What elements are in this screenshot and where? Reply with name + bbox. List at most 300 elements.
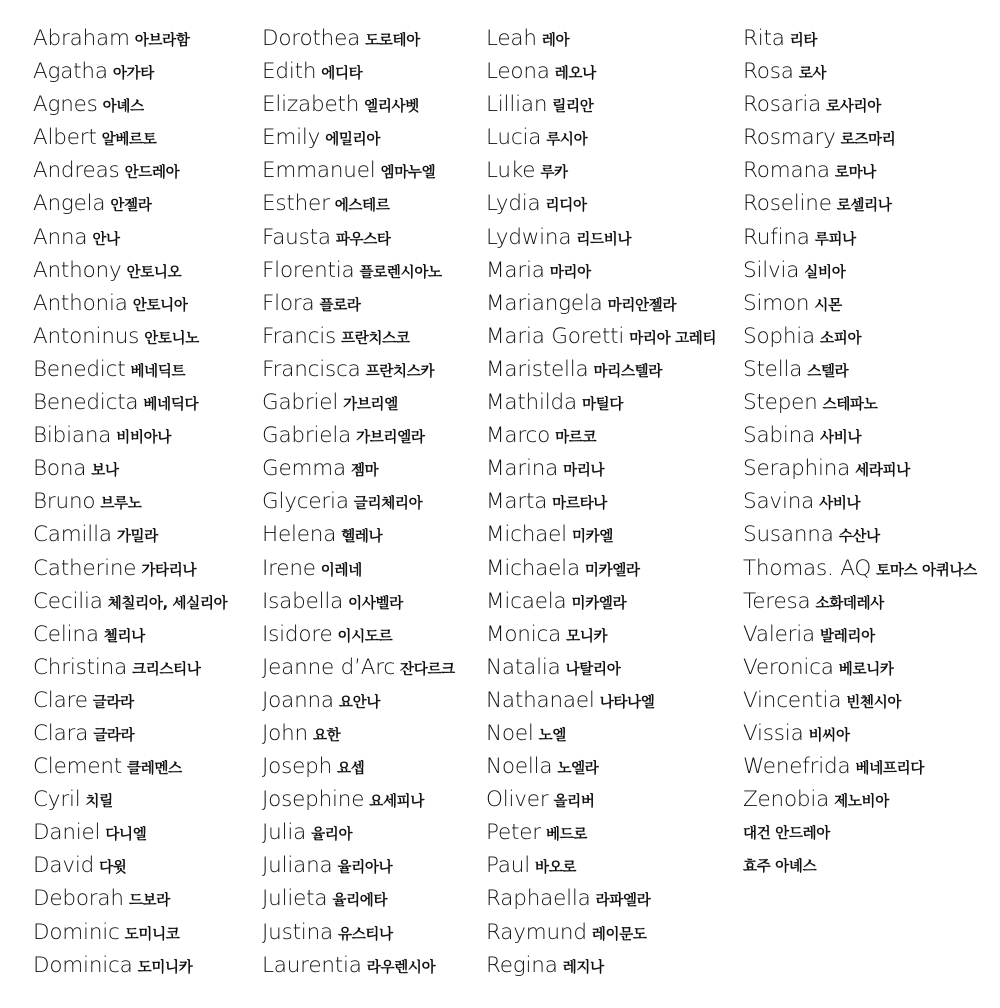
english-name: Lydwina xyxy=(486,224,572,250)
english-name: Wenefrida xyxy=(743,754,851,780)
english-name: Paul xyxy=(486,853,530,879)
english-name: Bruno xyxy=(33,489,96,515)
english-name: Bona xyxy=(33,456,87,482)
english-name: Albert xyxy=(33,125,97,151)
english-name: Benedict xyxy=(33,356,126,382)
korean-name: 로즈마리 xyxy=(840,132,896,149)
korean-name: 안토니노 xyxy=(144,330,200,347)
english-name: Rita xyxy=(743,26,785,51)
korean-name: 레지나 xyxy=(562,959,604,976)
english-name: Luke xyxy=(486,158,536,184)
korean-name: 아가타 xyxy=(112,66,154,83)
name-entry xyxy=(262,750,455,783)
korean-name: 이시도르 xyxy=(337,628,393,645)
english-name: Camilla xyxy=(33,522,112,548)
korean-name: 효주 아녜스 xyxy=(743,859,817,876)
korean-name: 레이문도 xyxy=(591,926,647,943)
english-name: Peter xyxy=(486,820,541,846)
name-entry xyxy=(486,353,716,386)
name-entry xyxy=(33,518,227,551)
english-name: Justina xyxy=(262,919,333,945)
english-name: Raymund xyxy=(486,919,587,945)
english-name: Laurentia xyxy=(262,952,362,978)
name-entry xyxy=(262,585,455,618)
name-entry xyxy=(486,55,716,88)
english-name: Lillian xyxy=(486,92,548,118)
english-name: Mathilda xyxy=(486,390,577,416)
english-name: Anna xyxy=(33,224,88,250)
korean-name: 모니카 xyxy=(566,628,608,645)
name-entry xyxy=(743,419,977,452)
english-name: Silvia xyxy=(743,257,800,283)
name-entry xyxy=(262,518,455,551)
name-entry xyxy=(486,154,716,187)
name-entry xyxy=(262,849,455,882)
korean-name: 글리체리아 xyxy=(353,496,423,513)
korean-name: 로셀리나 xyxy=(836,198,892,215)
name-entry xyxy=(486,254,716,287)
english-name: David xyxy=(33,853,95,879)
korean-name: 유스티나 xyxy=(337,926,393,943)
korean-name: 노엘 xyxy=(538,727,567,744)
korean-name: 소피아 xyxy=(820,330,862,347)
name-entry xyxy=(33,552,227,585)
korean-name: 도로테아 xyxy=(365,33,420,49)
name-entry xyxy=(262,154,455,187)
name-entry xyxy=(262,287,455,320)
english-name: Florentia xyxy=(262,257,355,283)
english-name: Nathanael xyxy=(486,687,595,713)
korean-name: 글라라 xyxy=(92,694,134,711)
name-entry xyxy=(33,485,227,518)
korean-name: 드보라 xyxy=(128,893,170,910)
name-entry xyxy=(33,121,227,154)
korean-name: 라우렌시아 xyxy=(366,959,436,976)
english-name: Joseph xyxy=(262,754,332,780)
korean-name: 로사 xyxy=(798,66,827,83)
korean-name: 도미니카 xyxy=(137,959,193,976)
english-name: Flora xyxy=(262,290,315,316)
korean-name: 발레리아 xyxy=(820,628,875,645)
english-name: Vincentia xyxy=(743,687,842,713)
korean-name: 루피나 xyxy=(814,231,856,248)
korean-name: 엘리사벳 xyxy=(364,99,419,116)
korean-name: 프란치스코 xyxy=(341,330,410,347)
korean-name: 레오나 xyxy=(554,66,596,83)
name-entry xyxy=(486,518,716,551)
name-entry xyxy=(262,618,455,651)
korean-name: 에디타 xyxy=(321,66,363,83)
korean-name: 아브라함 xyxy=(134,33,190,49)
korean-name: 이레네 xyxy=(320,562,362,579)
english-name: Monica xyxy=(486,621,562,647)
korean-name: 루카 xyxy=(540,165,568,182)
korean-name: 베드로 xyxy=(545,827,588,844)
english-name: Savina xyxy=(743,489,815,515)
english-name: Agatha xyxy=(33,59,108,85)
korean-name: 도미니코 xyxy=(124,926,180,943)
korean-name: 아녜스 xyxy=(102,99,144,116)
korean-name: 토마스 아퀴나스 xyxy=(876,562,977,579)
english-name: Francisca xyxy=(262,356,361,382)
name-entry xyxy=(33,783,227,816)
korean-name: 레아 xyxy=(541,33,570,49)
name-entry xyxy=(262,485,455,518)
name-entry xyxy=(743,221,977,254)
name-entry xyxy=(486,717,716,750)
english-name: Julieta xyxy=(262,886,328,912)
english-name: Simon xyxy=(743,290,810,316)
name-column-4 xyxy=(743,22,977,882)
name-entry xyxy=(743,386,977,419)
name-entry xyxy=(486,618,716,651)
name-entry xyxy=(743,353,977,386)
korean-name: 첼리나 xyxy=(103,628,145,645)
korean-name: 마리스텔라 xyxy=(593,363,663,380)
english-name: Gabriel xyxy=(262,390,339,416)
korean-name: 미카엘 xyxy=(571,529,614,546)
name-entry xyxy=(262,684,455,717)
korean-name: 가브리엘라 xyxy=(356,430,425,447)
name-entry xyxy=(33,717,227,750)
korean-name: 베로니카 xyxy=(838,661,894,678)
name-entry xyxy=(262,882,455,915)
name-entry xyxy=(743,717,977,750)
english-name: Juliana xyxy=(262,853,333,879)
name-entry xyxy=(743,254,977,287)
korean-name: 베네딕트 xyxy=(130,363,186,380)
english-name: Andreas xyxy=(33,158,120,184)
korean-name: 보나 xyxy=(91,463,119,480)
name-entry xyxy=(33,816,227,849)
korean-name: 나탈리아 xyxy=(565,661,621,678)
korean-name: 리디아 xyxy=(545,198,587,215)
korean-name: 율리아나 xyxy=(337,860,393,877)
english-name: Francis xyxy=(262,323,337,349)
korean-name: 프란치스카 xyxy=(365,363,435,380)
english-name: Anthonia xyxy=(33,290,128,316)
name-entry xyxy=(743,320,977,353)
name-entry xyxy=(262,320,455,353)
english-name: Clara xyxy=(33,720,89,746)
name-entry xyxy=(262,651,455,684)
korean-name: 소화데레사 xyxy=(815,595,885,612)
name-entry xyxy=(743,121,977,154)
korean-name: 이사벨라 xyxy=(348,595,403,612)
name-entry xyxy=(262,386,455,419)
name-entry xyxy=(743,552,977,585)
name-entry xyxy=(486,419,716,452)
korean-name: 가타리나 xyxy=(141,562,197,579)
name-entry xyxy=(486,221,716,254)
english-name: Christina xyxy=(33,654,128,680)
name-entry xyxy=(743,22,977,55)
name-entry xyxy=(262,254,455,287)
english-name: Jeanne d’Arc xyxy=(262,654,396,680)
korean-name: 나타나엘 xyxy=(599,694,655,711)
korean-name: 안젤라 xyxy=(110,198,152,215)
name-entry xyxy=(33,55,227,88)
english-name: Bibiana xyxy=(33,423,112,449)
name-entry xyxy=(743,452,977,485)
english-name: Anthony xyxy=(33,257,122,283)
korean-name: 클레멘스 xyxy=(127,761,182,778)
name-entry xyxy=(33,353,227,386)
korean-name: 수산나 xyxy=(838,529,880,546)
korean-name: 루시아 xyxy=(546,132,588,149)
korean-name: 사비나 xyxy=(819,496,861,513)
english-name: Irene xyxy=(262,555,316,581)
korean-name: 마리아 고레티 xyxy=(629,330,717,347)
korean-name: 안토니아 xyxy=(132,297,188,314)
english-name: Sabina xyxy=(743,423,816,449)
english-name: Dominica xyxy=(33,952,133,978)
korean-name: 대건 안드레아 xyxy=(743,826,830,843)
name-entry xyxy=(743,518,977,551)
english-name: Vissia xyxy=(743,720,804,746)
korean-name: 요세피나 xyxy=(369,794,425,811)
english-name: Susanna xyxy=(743,522,834,548)
name-entry xyxy=(486,882,716,915)
korean-name: 빈첸시아 xyxy=(846,694,902,711)
korean-name: 세라피나 xyxy=(855,463,910,480)
name-entry xyxy=(486,916,716,949)
name-entry xyxy=(262,187,455,220)
name-entry xyxy=(33,88,227,121)
english-name: Leona xyxy=(486,59,550,85)
english-name: Micaela xyxy=(486,588,567,614)
korean-name: 에스테르 xyxy=(334,198,390,215)
english-name: Marta xyxy=(486,489,548,515)
name-entry xyxy=(486,386,716,419)
english-name: Catherine xyxy=(33,555,137,581)
name-entry xyxy=(486,287,716,320)
english-name: Rufina xyxy=(743,224,810,250)
english-name: Edith xyxy=(262,59,317,85)
name-entry xyxy=(743,618,977,651)
korean-name: 미카엘라 xyxy=(571,595,627,612)
english-name: Celina xyxy=(33,621,99,647)
korean-name: 가브리엘 xyxy=(343,397,398,414)
korean-name: 안토니오 xyxy=(126,264,182,281)
korean-name: 플로라 xyxy=(319,297,361,314)
name-entry xyxy=(33,585,227,618)
korean-name: 마틸다 xyxy=(581,397,624,414)
name-entry xyxy=(33,452,227,485)
english-name: Dorothea xyxy=(262,26,361,51)
name-entry xyxy=(262,121,455,154)
english-name: John xyxy=(262,720,308,746)
korean-name: 바오로 xyxy=(534,860,577,877)
name-entry xyxy=(486,783,716,816)
korean-name: 시몬 xyxy=(814,297,842,314)
english-name: Regina xyxy=(486,952,558,978)
name-entry xyxy=(33,22,227,55)
name-entry xyxy=(743,783,977,816)
korean-name: 치릴 xyxy=(85,794,113,811)
korean-name: 요안나 xyxy=(338,694,381,711)
english-name: Maria Goretti xyxy=(486,323,625,349)
name-entry xyxy=(743,88,977,121)
name-entry xyxy=(33,320,227,353)
korean-name: 요한 xyxy=(312,727,341,744)
korean-name: 올리버 xyxy=(553,794,595,811)
name-entry xyxy=(743,55,977,88)
korean-name: 율리에타 xyxy=(332,893,388,910)
english-name: Leah xyxy=(486,26,537,51)
name-entry xyxy=(486,121,716,154)
english-name: Seraphina xyxy=(743,456,851,482)
name-entry xyxy=(262,353,455,386)
name-entry xyxy=(743,684,977,717)
name-entry xyxy=(262,949,455,982)
name-entry xyxy=(262,452,455,485)
english-name: Roseline xyxy=(743,191,832,217)
name-entry xyxy=(743,750,977,783)
name-entry xyxy=(33,882,227,915)
name-entry xyxy=(33,849,227,882)
english-name: Isidore xyxy=(262,621,333,647)
english-name: Helena xyxy=(262,522,337,548)
name-entry xyxy=(33,386,227,419)
name-entry xyxy=(33,254,227,287)
name-entry xyxy=(262,717,455,750)
english-name: Daniel xyxy=(33,820,101,846)
english-name: Glyceria xyxy=(262,489,349,515)
english-name: Noel xyxy=(486,720,534,746)
korean-name: 비씨아 xyxy=(808,727,850,744)
name-entry xyxy=(486,816,716,849)
korean-name: 마리나 xyxy=(563,463,605,480)
name-entry xyxy=(743,154,977,187)
english-name: Fausta xyxy=(262,224,331,250)
name-entry xyxy=(262,783,455,816)
name-entry xyxy=(486,187,716,220)
english-name: Veronica xyxy=(743,654,834,680)
english-name: Angela xyxy=(33,191,106,217)
korean-name: 알베르토 xyxy=(101,132,157,149)
name-entry xyxy=(262,816,455,849)
english-name: Julia xyxy=(262,820,307,846)
name-entry xyxy=(486,949,716,982)
korean-name: 미카엘라 xyxy=(584,562,640,579)
english-name: Raphaella xyxy=(486,886,591,912)
english-name: Sophia xyxy=(743,323,816,349)
english-name: Lydia xyxy=(486,191,541,217)
english-name: Michaela xyxy=(486,555,580,581)
english-name: Valeria xyxy=(743,621,816,647)
korean-name: 스테파노 xyxy=(822,397,878,414)
name-entry xyxy=(262,552,455,585)
english-name: Josephine xyxy=(262,787,365,813)
name-entry xyxy=(743,849,977,882)
english-name: Marco xyxy=(486,423,551,449)
english-name: Esther xyxy=(262,191,330,217)
english-name: Mariangela xyxy=(486,290,603,316)
name-column-1 xyxy=(33,22,227,982)
korean-name: 비비아나 xyxy=(116,430,172,447)
name-entry xyxy=(743,651,977,684)
english-name: Emily xyxy=(262,125,321,151)
korean-name: 가밀라 xyxy=(116,529,158,546)
name-entry xyxy=(33,187,227,220)
name-entry xyxy=(33,618,227,651)
english-name: Oliver xyxy=(486,787,549,813)
english-name: Dominic xyxy=(33,919,120,945)
korean-name: 실비아 xyxy=(804,264,846,281)
english-name: Maristella xyxy=(486,356,589,382)
korean-name: 안나 xyxy=(92,231,120,248)
korean-name: 율리아 xyxy=(311,827,353,844)
name-entry xyxy=(33,419,227,452)
name-entry xyxy=(486,452,716,485)
korean-name: 제노비아 xyxy=(834,794,889,811)
korean-name: 다윗 xyxy=(99,860,127,877)
name-entry xyxy=(262,419,455,452)
name-entry xyxy=(262,221,455,254)
name-column-3 xyxy=(486,22,716,982)
korean-name: 마르타나 xyxy=(552,496,607,513)
name-entry xyxy=(33,651,227,684)
name-entry xyxy=(33,221,227,254)
english-name: Natalia xyxy=(486,654,561,680)
name-entry xyxy=(33,287,227,320)
english-name: Lucia xyxy=(486,125,542,151)
english-name: Agnes xyxy=(33,92,98,118)
korean-name: 리타 xyxy=(789,33,818,49)
korean-name: 파우스타 xyxy=(335,231,391,248)
name-entry xyxy=(743,187,977,220)
english-name: Rosaria xyxy=(743,92,822,118)
korean-name: 브루노 xyxy=(100,496,142,513)
name-entry xyxy=(743,585,977,618)
english-name: Gemma xyxy=(262,456,346,482)
name-entry xyxy=(743,816,977,849)
english-name: Abraham xyxy=(33,26,130,51)
name-entry xyxy=(33,949,227,982)
korean-name: 잔다르크 xyxy=(400,661,455,678)
english-name: Stella xyxy=(743,356,803,382)
name-entry xyxy=(262,88,455,121)
korean-name: 베네딕다 xyxy=(143,397,199,414)
korean-name: 사비나 xyxy=(820,430,862,447)
korean-name: 마리아 xyxy=(549,264,591,281)
english-name: Elizabeth xyxy=(262,92,360,118)
korean-name: 라파엘라 xyxy=(595,893,651,910)
korean-name: 젬마 xyxy=(350,463,379,480)
english-name: Emmanuel xyxy=(262,158,376,184)
name-entry xyxy=(486,22,716,55)
english-name: Deborah xyxy=(33,886,124,912)
english-name: Michael xyxy=(486,522,567,548)
korean-name: 로사리아 xyxy=(826,99,881,116)
english-name: Benedicta xyxy=(33,390,139,416)
english-name: Clement xyxy=(33,754,123,780)
name-entry xyxy=(486,485,716,518)
english-name: Gabriela xyxy=(262,423,352,449)
name-entry xyxy=(33,750,227,783)
name-entry xyxy=(486,750,716,783)
english-name: Isabella xyxy=(262,588,344,614)
name-column-2 xyxy=(262,22,455,982)
korean-name: 안드레아 xyxy=(124,165,180,182)
english-name: Marina xyxy=(486,456,559,482)
korean-name: 베네프리다 xyxy=(855,761,925,778)
english-name: Cecilia xyxy=(33,588,103,614)
english-name: Teresa xyxy=(743,588,811,614)
english-name: Clare xyxy=(33,687,88,713)
korean-name: 로마나 xyxy=(834,165,876,182)
